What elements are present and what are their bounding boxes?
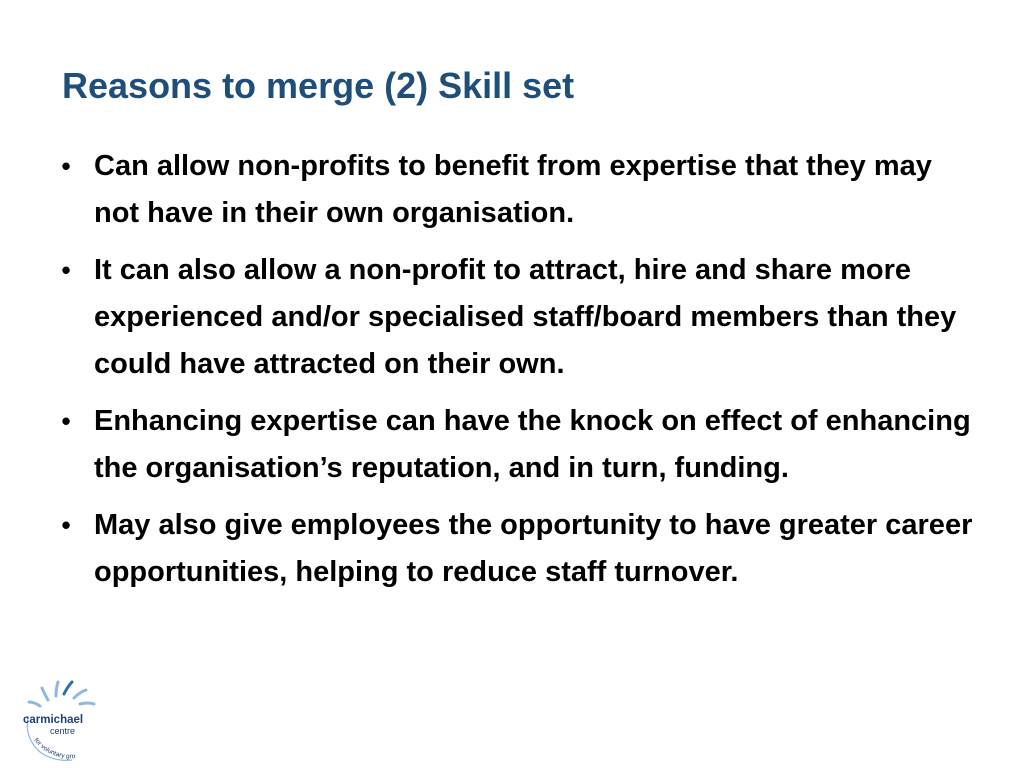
bullet-text: Can allow non-profits to benefit from expertise that they may not have in their own organisation. (94, 150, 932, 229)
slide-title: Reasons to merge (2) Skill set (62, 65, 575, 106)
bullet-text: It can also allow a non-profit to attract, hire and share more experienced and/or specialised staff/board members than they could have attracted on their own. (94, 254, 957, 380)
logo-line3: for voluntary gro (32, 736, 76, 761)
logo-line2: centre (50, 726, 76, 736)
logo-rays-icon (29, 682, 94, 706)
bullet-dot-icon: • (61, 510, 71, 540)
bullet-list (56, 143, 976, 606)
carmichael-centre-logo (20, 676, 108, 764)
bullet-item (56, 398, 976, 492)
bullet-text: May also give employees the opportunity to have greater career opportunities, helping to reduce staff turnover. (94, 509, 973, 588)
bullet-text: Enhancing expertise can have the knock on effect of enhancing the organisation’s reputation, and in turn, funding. (94, 405, 971, 484)
bullet-item (56, 502, 976, 596)
bullet-item (56, 247, 976, 388)
bullet-dot-icon: • (61, 255, 71, 285)
bullet-dot-icon: • (61, 151, 71, 181)
bullet-item (56, 143, 976, 237)
bullet-dot-icon: • (61, 406, 71, 436)
logo-line1: carmichael (23, 714, 84, 726)
